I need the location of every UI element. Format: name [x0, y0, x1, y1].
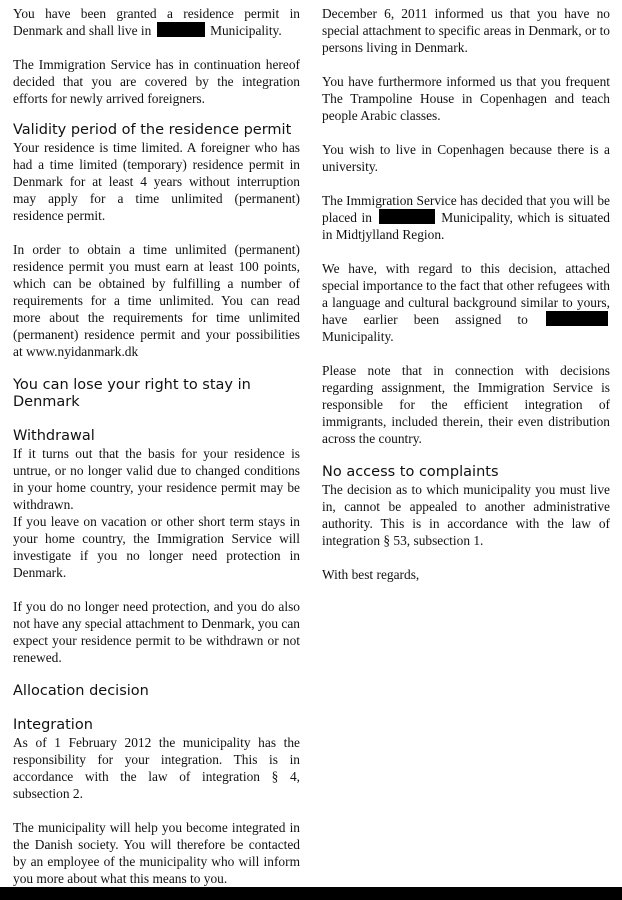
residence-granted-text: You have been granted a residence permit in Denmark and shall live in	[13, 6, 300, 38]
municipality-help-paragraph: The municipality will help you become integrated in the Danish society. You will therefore be contacted by an employee of the municipality who will inform you more about what this means to you.	[13, 820, 300, 886]
right-column	[322, 5, 610, 583]
residence-granted-paragraph	[13, 5, 300, 39]
no-protection-paragraph: If you do no longer need protection, and you do also not have any special attachment to Denmark, you can expect your residence permit to be withdrawn or not renewed.	[13, 599, 300, 665]
municipality-responsibility-paragraph: As of 1 February 2012 the municipality has the responsibility for your integration. This is in accordance with the law of integration § 4, subsection 2.	[13, 735, 300, 801]
special-importance-paragraph	[322, 260, 610, 345]
left-column	[13, 5, 300, 887]
placement-paragraph	[322, 192, 610, 243]
municipality-word: Municipality.	[210, 23, 282, 38]
withdrawal-paragraph: If it turns out that the basis for your residence is untrue, or no longer valid due to changed conditions in your home country, your residence permit may be withdrawn.	[13, 446, 300, 512]
no-attachment-paragraph: December 6, 2011 informed us that you have no special attachment to specific areas in Denmark, or to persons living in Denmark.	[322, 6, 610, 55]
time-limited-paragraph: Your residence is time limited. A foreigner who has had a time limited (temporary) residence permit in Denmark for at least 4 years without interruption may apply for a time unlimited (permanent) residence permit.	[13, 140, 300, 223]
redacted-municipality	[379, 209, 435, 224]
validity-heading: Validity period of the residence permit	[13, 122, 292, 138]
points-paragraph: In order to obtain a time unlimited (permanent) residence permit you must earn at least 100 points, which can be obtained by fulfilling a number of requirements for a time unlimited. You can read more about the requirements for time unlimited (permanent) residence permit and your possibilities at www.nyidanmark.dk	[13, 242, 300, 359]
complaints-heading: No access to complaints	[322, 464, 499, 480]
no-appeal-paragraph: The decision as to which municipality you must live in, cannot be appealed to another administrative authority. This is in accordance with the law of integration § 53, subsection 1.	[322, 482, 610, 548]
vacation-paragraph: If you leave on vacation or other short term stays in your home country, the Immigration Service will investigate if you no longer need protection in Denmark.	[13, 514, 300, 580]
closing-regards: With best regards,	[322, 567, 420, 582]
municipality-word: Municipality.	[322, 329, 394, 344]
special-importance-text: We have, with regard to this decision, attached special importance to the fact that other refugees with a language and cultural background similar to yours, have earlier been assigned to	[322, 261, 610, 327]
copenhagen-paragraph: You wish to live in Copenhagen because there is a university.	[322, 142, 610, 174]
allocation-heading: Allocation decision	[13, 683, 149, 699]
integration-efforts-paragraph: The Immigration Service has in continuation hereof decided that you are covered by the integration efforts for newly arrived foreigners.	[13, 57, 300, 106]
lose-right-heading: You can lose your right to stay in Denmark	[13, 377, 251, 410]
placement-text: The Immigration Service has decided that you will be placed in	[322, 193, 610, 225]
placement-region-text: Municipality, which is situated in Midtjylland Region.	[322, 210, 610, 242]
trampoline-house-paragraph: You have furthermore informed us that you frequent The Trampoline House in Copenhagen and teach people Arabic classes.	[322, 74, 610, 123]
redacted-municipality	[157, 22, 205, 37]
withdrawal-heading: Withdrawal	[13, 428, 95, 444]
assignment-note-paragraph: Please note that in connection with decisions regarding assignment, the Immigration Service is responsible for the efficient integration of immigrants, included therein, their even distribution across the country.	[322, 363, 610, 446]
redacted-municipality	[546, 311, 608, 326]
integration-heading: Integration	[13, 717, 93, 733]
bottom-edge-bar	[0, 887, 622, 900]
